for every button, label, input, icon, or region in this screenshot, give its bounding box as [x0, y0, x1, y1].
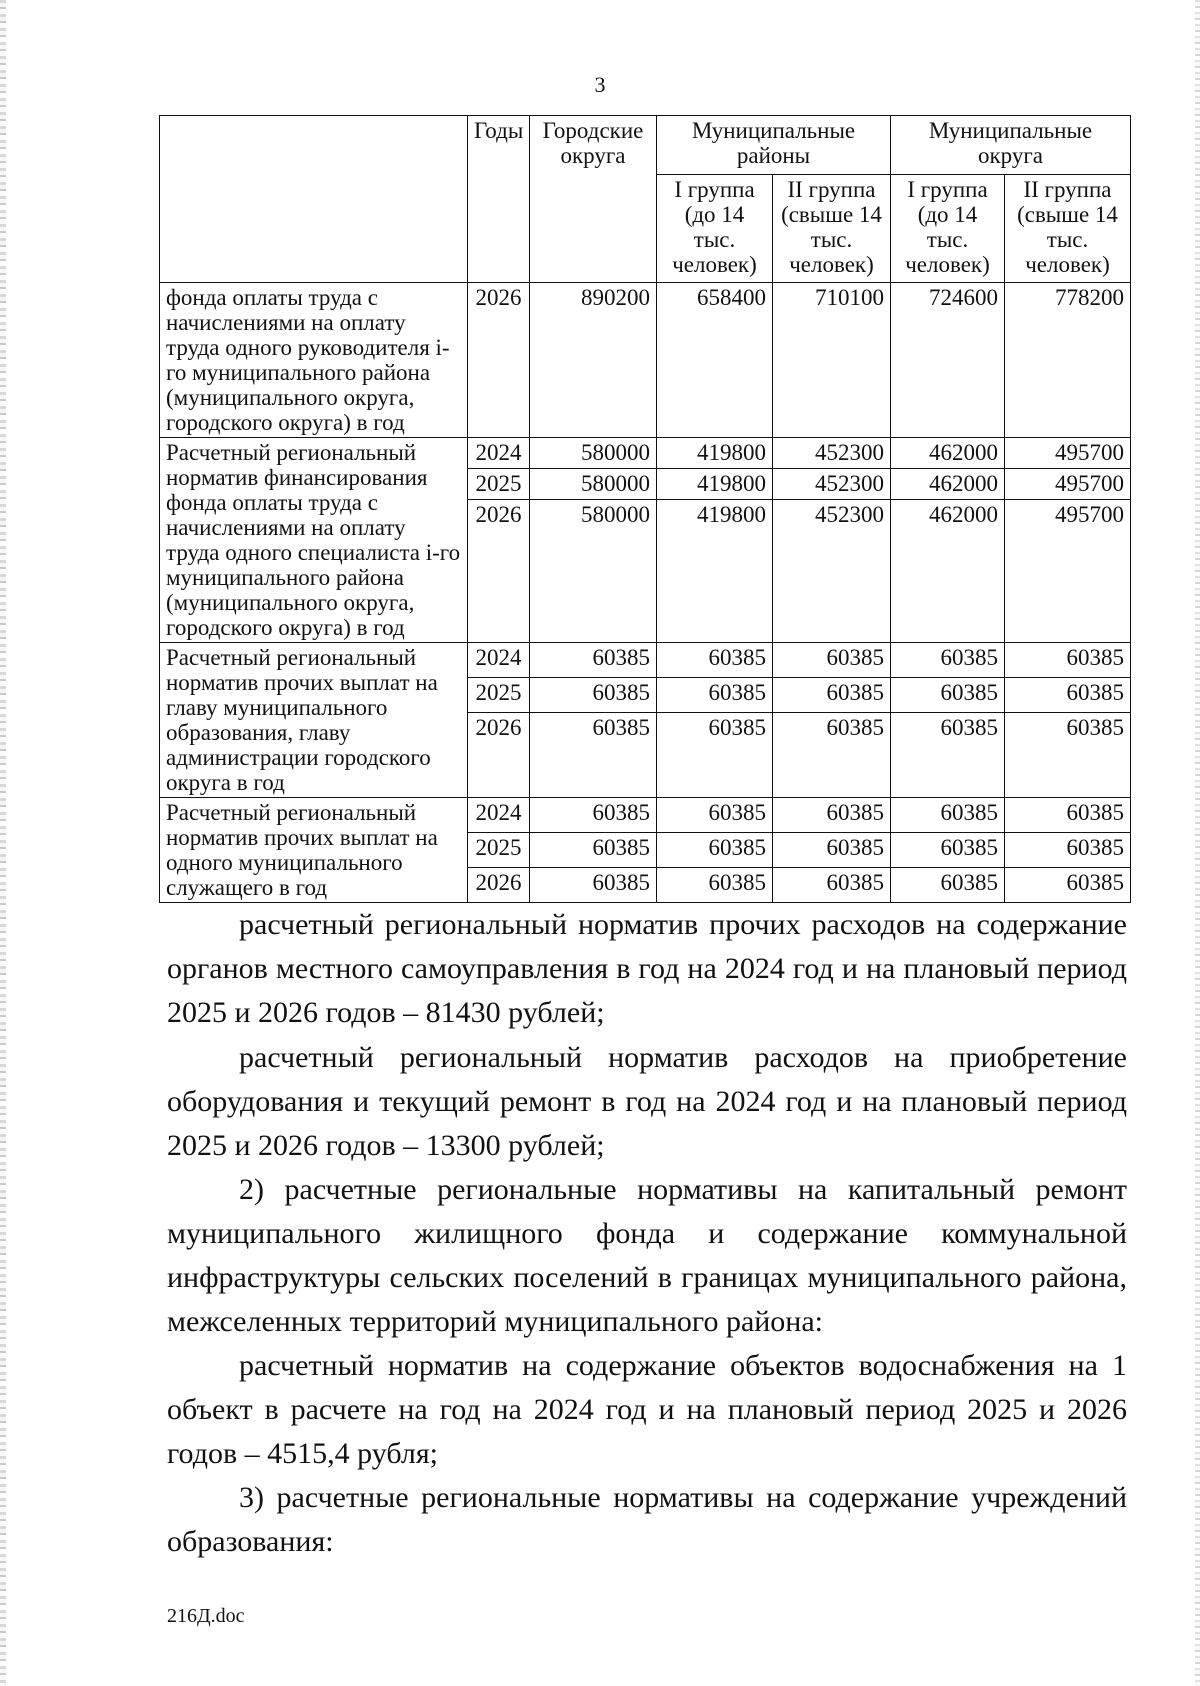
value-cell: 60385 — [1005, 643, 1131, 678]
year-cell: 2026 — [468, 713, 530, 798]
value-cell: 495700 — [1005, 469, 1131, 500]
value-cell: 495700 — [1005, 500, 1131, 643]
year-cell: 2026 — [468, 283, 530, 438]
value-cell: 495700 — [1005, 438, 1131, 469]
value-cell: 580000 — [530, 469, 657, 500]
value-cell: 60385 — [891, 713, 1005, 798]
value-cell: 60385 — [530, 713, 657, 798]
value-cell: 419800 — [657, 469, 773, 500]
table-row — [160, 643, 1131, 678]
header-empty-cell — [160, 116, 468, 283]
year-cell: 2024 — [468, 438, 530, 469]
value-cell: 462000 — [891, 500, 1005, 643]
value-cell: 60385 — [657, 678, 773, 713]
year-cell: 2024 — [468, 643, 530, 678]
value-cell: 462000 — [891, 438, 1005, 469]
value-cell: 452300 — [773, 500, 891, 643]
paragraph-equipment-repair: расчетный региональный норматив расходов на приобретение оборудования и текущий ремонт в год на 2024 год и на плановый период 2025 и 2026 годов – 13300 рублей; — [167, 1041, 1127, 1162]
table-row — [160, 798, 1131, 833]
value-cell: 710100 — [773, 283, 891, 438]
paragraph-education: 3) расчетные региональные нормативы на содержание учреждений образования: — [167, 1481, 1127, 1558]
row-description: фонда оплаты труда с начислениями на оплату труда одного руководителя i-го муниципального района (муниципального округа, городского округа) в год — [160, 283, 468, 438]
value-cell: 60385 — [773, 678, 891, 713]
value-cell: 60385 — [773, 643, 891, 678]
header-districts-group1: I группа (до 14 тыс. человек) — [657, 175, 773, 283]
value-cell: 60385 — [657, 833, 773, 868]
value-cell: 60385 — [1005, 868, 1131, 903]
row-description: Расчетный региональный норматив финансирования фонда оплаты труда с начислениями на оплату труда одного специалиста i-го муниципального района (муниципального округа, городского округа) в год — [160, 438, 468, 643]
header-okrugs-group2: II группа (свыше 14 тыс. человек) — [1005, 175, 1131, 283]
value-cell: 60385 — [1005, 713, 1131, 798]
header-okrugs-group1: I группа (до 14 тыс. человек) — [891, 175, 1005, 283]
value-cell: 60385 — [530, 643, 657, 678]
table-row — [160, 438, 1131, 469]
value-cell: 60385 — [891, 868, 1005, 903]
year-cell: 2025 — [468, 678, 530, 713]
value-cell: 60385 — [1005, 678, 1131, 713]
value-cell: 419800 — [657, 500, 773, 643]
header-years: Годы — [468, 116, 530, 283]
paragraph-water-supply: расчетный норматив на содержание объектов водоснабжения на 1 объект в расчете на год на 2024 год и на плановый период 2025 и 2026 годов – 4515,4 рубля; — [167, 1349, 1127, 1470]
value-cell: 60385 — [773, 713, 891, 798]
value-cell: 60385 — [891, 678, 1005, 713]
value-cell: 60385 — [657, 868, 773, 903]
value-cell: 60385 — [773, 798, 891, 833]
year-cell: 2026 — [468, 500, 530, 643]
value-cell: 60385 — [891, 798, 1005, 833]
paragraph-other-expenses: расчетный региональный норматив прочих расходов на содержание органов местного самоуправления в год на 2024 год и на плановый период 2025 и 2026 годов – 81430 рублей; — [167, 908, 1127, 1029]
value-cell: 60385 — [657, 798, 773, 833]
value-cell: 462000 — [891, 469, 1005, 500]
scan-edge-left — [0, 0, 6, 1686]
normatives-table — [159, 115, 1131, 903]
value-cell: 452300 — [773, 469, 891, 500]
value-cell: 60385 — [530, 678, 657, 713]
value-cell: 580000 — [530, 500, 657, 643]
value-cell: 60385 — [530, 833, 657, 868]
value-cell: 60385 — [773, 868, 891, 903]
row-description: Расчетный региональный норматив прочих выплат на одного муниципального служащего в год — [160, 798, 468, 903]
header-municipal-districts: Муниципальные районы — [657, 116, 891, 175]
paragraph-capital-repair: 2) расчетные региональные нормативы на капитальный ремонт муниципального жилищного фонда и содержание коммунальной инфраструктуры сельских поселений в границах муниципального района, межселенных территорий муниципального района: — [167, 1173, 1127, 1338]
row-description: Расчетный региональный норматив прочих выплат на главу муниципального образования, главу администрации городского округа в год — [160, 643, 468, 798]
header-urban-okrugs: Городские округа — [530, 116, 657, 283]
value-cell: 60385 — [1005, 798, 1131, 833]
header-municipal-okrugs: Муниципальные округа — [891, 116, 1131, 175]
footer-filename: 216Д.doc — [167, 1605, 245, 1627]
value-cell: 580000 — [530, 438, 657, 469]
header-districts-group2: II группа (свыше 14 тыс. человек) — [773, 175, 891, 283]
value-cell: 60385 — [530, 798, 657, 833]
year-cell: 2026 — [468, 868, 530, 903]
value-cell: 60385 — [657, 713, 773, 798]
value-cell: 890200 — [530, 283, 657, 438]
year-cell: 2025 — [468, 469, 530, 500]
value-cell: 60385 — [773, 833, 891, 868]
year-cell: 2025 — [468, 833, 530, 868]
value-cell: 778200 — [1005, 283, 1131, 438]
value-cell: 60385 — [891, 643, 1005, 678]
value-cell: 724600 — [891, 283, 1005, 438]
value-cell: 60385 — [891, 833, 1005, 868]
value-cell: 452300 — [773, 438, 891, 469]
table-row — [160, 283, 1131, 438]
value-cell: 60385 — [530, 868, 657, 903]
year-cell: 2024 — [468, 798, 530, 833]
page-number: 3 — [594, 72, 606, 97]
scan-edge-right — [1195, 0, 1200, 1686]
value-cell: 658400 — [657, 283, 773, 438]
value-cell: 419800 — [657, 438, 773, 469]
value-cell: 60385 — [657, 643, 773, 678]
value-cell: 60385 — [1005, 833, 1131, 868]
